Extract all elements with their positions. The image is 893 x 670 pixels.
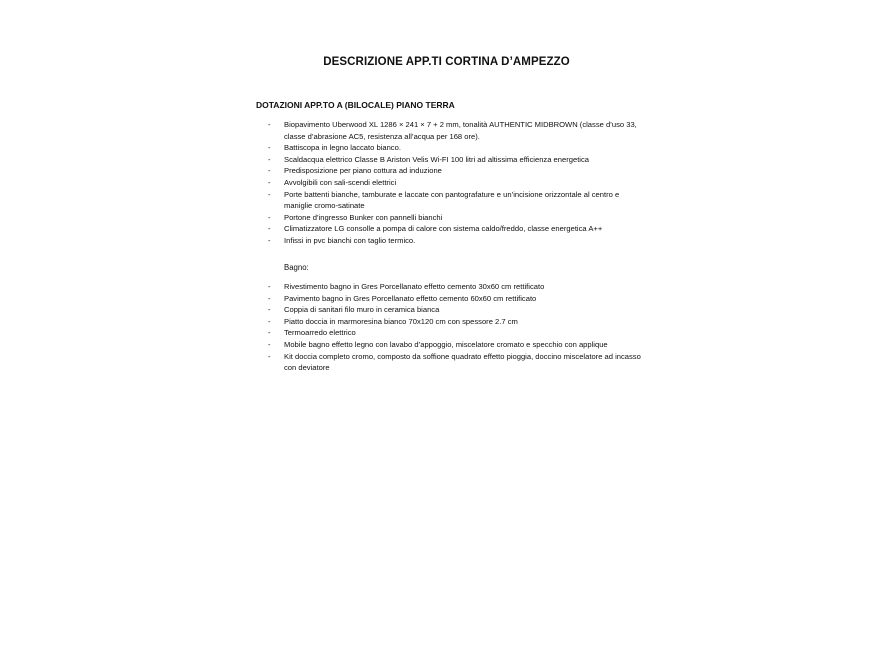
list-item <box>0 223 644 235</box>
list-item <box>0 189 644 212</box>
bagno-heading: Bagno: <box>284 263 309 272</box>
list-item <box>0 316 644 328</box>
list-item <box>0 154 644 166</box>
list-item-text: Predisposizione per piano cottura ad induzione <box>284 166 442 176</box>
list-item-text: Piatto doccia in marmoresina bianco 70x120 cm con spessore 2.7 cm <box>284 316 518 326</box>
bullet-dash: - <box>268 316 271 326</box>
list-item-text: Pavimento bagno in Gres Porcellanato effetto cemento 60x60 cm rettificato <box>284 293 537 303</box>
list-item <box>0 304 644 316</box>
bullet-dash: - <box>268 177 271 187</box>
bullet-dash: - <box>268 212 271 222</box>
list-item-text: Infissi in pvc bianchi con taglio termico. <box>284 235 416 245</box>
bagno-list <box>0 281 644 374</box>
bullet-dash: - <box>268 224 271 234</box>
bullet-dash: - <box>268 235 271 245</box>
list-item <box>0 281 644 293</box>
list-item <box>0 327 644 339</box>
list-item-text: Portone d’ingresso Bunker con pannelli bianchi <box>284 212 443 222</box>
list-item <box>0 142 644 154</box>
list-item-text: Mobile bagno effetto legno con lavabo d’appoggio, miscelatore cromato e specchio con applique <box>284 339 608 349</box>
bullet-dash: - <box>268 351 271 361</box>
list-item-text: Climatizzatore LG consolle a pompa di calore con sistema caldo/freddo, classe energetica A++ <box>284 224 603 234</box>
list-item-text: Scaldacqua elettrico Classe B Ariston Velis Wi-FI 100 litri ad altissima efficienza energetica <box>284 154 590 164</box>
list-item <box>0 293 644 305</box>
list-item-text: Avvolgibili con sali-scendi elettrici <box>284 177 397 187</box>
document-title: DESCRIZIONE APP.TI CORTINA D’AMPEZZO <box>323 56 570 68</box>
list-item-text: Coppia di sanitari filo muro in ceramica bianca <box>284 305 440 315</box>
list-item <box>0 351 644 374</box>
list-item <box>0 165 644 177</box>
features-list <box>0 119 644 247</box>
bullet-dash: - <box>268 143 271 153</box>
bullet-dash: - <box>268 154 271 164</box>
list-item <box>0 212 644 224</box>
list-item-text: Termoarredo elettrico <box>284 328 356 338</box>
bullet-dash: - <box>268 305 271 315</box>
bullet-dash: - <box>268 339 271 349</box>
bullet-dash: - <box>268 189 271 199</box>
list-item-text: Kit doccia completo cromo, composto da soffione quadrato effetto pioggia, doccino miscelatore ad incasso con deviatore <box>284 351 641 373</box>
list-item <box>0 119 644 142</box>
list-item <box>0 235 644 247</box>
list-item <box>0 177 644 189</box>
list-item-text: Rivestimento bagno in Gres Porcellanato effetto cemento 30x60 cm rettificato <box>284 282 545 291</box>
bullet-dash: - <box>268 282 271 291</box>
section-title: DOTAZIONI APP.TO A (BILOCALE) PIANO TERRA <box>256 100 455 110</box>
bullet-dash: - <box>268 166 271 176</box>
list-item <box>0 339 644 351</box>
bullet-dash: - <box>268 293 271 303</box>
list-item-text: Porte battenti bianche, tamburate e laccate con pantografature e un’incisione orizzontale al centro e maniglie cromo-satinate <box>284 189 620 211</box>
bullet-dash: - <box>268 120 271 129</box>
list-item-text: Biopavimento Uberwood XL 1286 × 241 × 7 + 2 mm, tonalità AUTHENTIC MIDBROWN (classe d’uso 33, classe d’abrasione AC5, resistenza all’acqua per 168 ore). <box>284 120 637 141</box>
list-item-text: Battiscopa in legno laccato bianco. <box>284 143 401 153</box>
bullet-dash: - <box>268 328 271 338</box>
